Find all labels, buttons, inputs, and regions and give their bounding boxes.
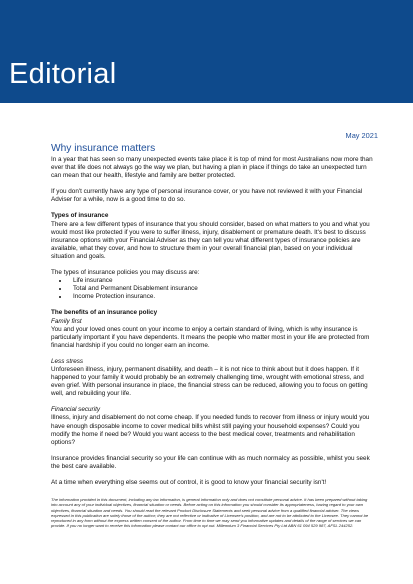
stress-subheading: Less stress [51,357,84,365]
stress-paragraph: Unforeseen illness, injury, permanent disability, and death – it is not nice to think about but it does happen. If it happened to your family it would probably be an extremely challenging time, wrought with emotional stress, and even grief. With personal insurance in place, the financial stress can be reduced, allowing you to focus on getting well, and rebuilding your life. [51,365,368,398]
insurance-types-list [51,277,376,301]
list-item: • Life insurance [69,277,376,285]
list-intro: The types of insurance policies you may discuss are: [51,269,200,277]
review-paragraph: If you don't currently have any type of personal insurance cover, or you have not reviewed it with your Financial Adviser for a while, now is a good time to do so. [51,188,363,204]
types-paragraph: There are a few different types of insurance that you should consider, based on what matters to you and what you would most like protected if you were to suffer illness, injury, disablement or premature death. It's best to discuss insurance options with your Financial Adviser as they can tell you what different types of insurance policies are available, what they cover, and how to structure them in your overall financial plan, based on your individual situation and goals. [51,220,370,260]
types-heading: Types of insurance [51,212,109,220]
family-subheading: Family first [51,317,82,325]
family-paragraph: You and your loved ones count on your income to enjoy a certain standard of living, which is why insurance is particularly important if you have dependents. It means the people who matter most in your life are protected from financial hardship if you could no longer earn an income. [51,325,370,349]
header-banner [0,0,413,103]
publication-date: May 2021 [345,131,378,140]
security-paragraph: Illness, injury and disablement do not come cheap. If you needed funds to recover from illness or injury would you have enough disposable income to cover medical bills whilst still paying your household expenses? Could you modify the home if need be? Would you want access to the best medical cover, treatments and rehabilitation options? [51,414,370,446]
benefits-heading: The benefits of an insurance policy [51,309,158,317]
disclaimer-footer: The information provided in this document, including any tax information, is general information only and does not constitute personal advice. It has been prepared without taking into account any of your individual objectives, financial situation or needs. Before acting on this information you should consider its appropriateness, having regard to your own objectives, financial situation and needs. You should read the relevant Product Disclosure Statements and seek personal advice from a qualified financial adviser. The views expressed in this publication are solely those of the author; they are not reflective or indicative of Licensee's position, and are not to be attributed to the Licensee. They cannot be reproduced in any form without the express written consent of the author. From time to time we may send you informative updates and details of the range of services we can provide. If you no longer want to receive this information please contact our office to opt out. Millennium 3 Financial Services Pty Ltd ABN 61 094 529 987, AFSL 244252. [51,497,369,529]
list-item: • Total and Permanent Disablement insurance [69,285,376,293]
article-title: Why insurance matters [51,143,156,154]
security-subheading: Financial security [51,406,101,414]
closing-paragraph: At a time when everything else seems out of control, it is good to know your financial security isn't! [51,479,327,486]
intro-paragraph: In a year that has seen so many unexpected events take place it is top of mind for most Australians now more than ever that life does not always go the way we plan, but having a plan in place if things do take an unexpected turn can mean that our health, lifestyle and family are better protected. [51,156,373,180]
list-item: • Income Protection insurance. [69,293,376,301]
normalcy-paragraph: Insurance provides financial security so your life can continue with as much normalcy as possible, whilst you seek the best care available. [51,454,370,470]
article-body [51,143,376,495]
header-title: Editorial [9,58,117,90]
